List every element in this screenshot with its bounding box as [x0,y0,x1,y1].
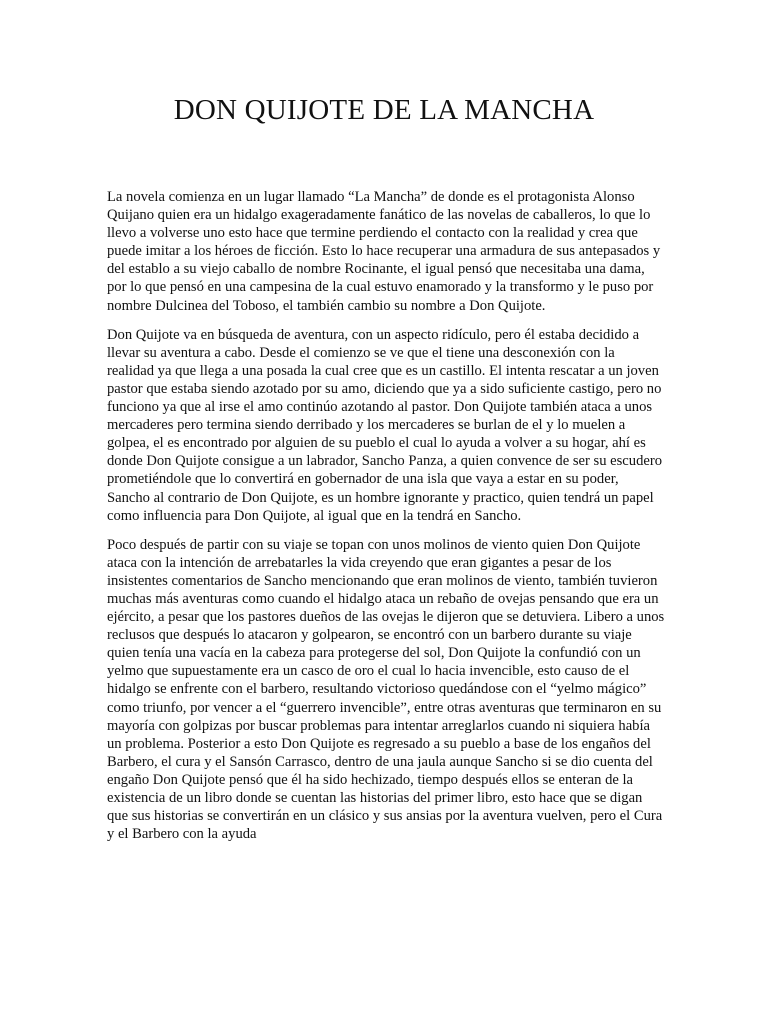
document-title: DON QUIJOTE DE LA MANCHA [173,94,595,126]
paragraph-2: Don Quijote va en búsqueda de aventura, con un aspecto ridículo, pero él estaba decidido a llevar su aventura a cabo. Desde el comienzo se ve que el tiene una desconexión con la realidad ya que llega a una posada la cual cree que es un castillo. El intenta rescatar a un joven pastor que estaba siendo azotado por su amo, diciendo que ya a sido suficiente castigo, pero no funciono ya que al irse el amo continúo azotando al pastor. Don Quijote también ataca a unos mercaderes pero termina siendo derribado y los mercaderes se burlan de el y lo muelen a golpea, el es encontrado por alguien de su pueblo el cual lo ayuda a volver a su hogar, ahí es donde Don Quijote consigue a un labrador, Sancho Panza, a quien convence de ser su escudero prometiéndole que lo convertirá en gobernador de una isla que vaya a estar en su poder, Sancho al contrario de Don Quijote, es un hombre ignorante y practico, quien tendrá un papel como influencia para Don Quijote, al igual que en la tendrá en Sancho. [107,326,663,524]
document-body [107,188,665,843]
paragraph-3: Poco después de partir con su viaje se topan con unos molinos de viento quien Don Quijote ataca con la intención de arrebatarles la vida creyendo que eran gigantes a pesar de los insistentes comentarios de Sancho mencionando que eran molinos de viento, también tuvieron muchas más aventuras como cuando el hidalgo ataca un rebaño de ovejas pensando que era un ejército, a pesar que los pastores dueños de las ovejas le dijeron que se detuviera. Libero a unos reclusos que después lo atacaron y golpearon, se encontró con un barbero durante su viaje quien tenía una vacía en la cabeza para protegerse del sol, Don Quijote la confundió con un yelmo que supuestamente era un casco de oro el cual lo hacia invencible, esto causo de el hidalgo se enfrente con el barbero, resultando victorioso quedándose con el “yelmo mágico” como triunfo, por vencer a el “guerrero invencible”, entre otras aventuras que terminaron en su mayoría con golpizas por buscar problemas para intentar arreglarlos cuando ni siquiera había un problema. Posterior a esto Don Quijote es regresado a su pueblo a base de los engaños del Barbero, el cura y el Sansón Carrasco, dentro de una jaula aunque Sancho si se dio cuenta del engaño Don Quijote pensó que él ha sido hechizado, tiempo después ellos se enteran de la existencia de un libro donde se cuentan las historias del primer libro, esto hace que se digan que sus historias se convertirán en un clásico y sus ansias por la aventura vuelven, pero el Cura y el Barbero con la ayuda [107,536,665,843]
paragraph-1: La novela comienza en un lugar llamado “La Mancha” de donde es el protagonista Alonso Quijano quien era un hidalgo exageradamente fanático de las novelas de caballeros, lo que lo llevo a volverse uno esto hace que termine perdiendo el contacto con la realidad y crea que puede imitar a los héroes de ficción. Esto lo hace recuperar una armadura de sus antepasados y del establo a su viejo caballo de nombre Rocinante, el igual pensó que necesitaba una dama, por lo que pensó en una campesina de la cual estuvo enamorado y la transformo y le puso por nombre Dulcinea del Toboso, el también cambio su nombre a Don Quijote. [107,189,661,314]
